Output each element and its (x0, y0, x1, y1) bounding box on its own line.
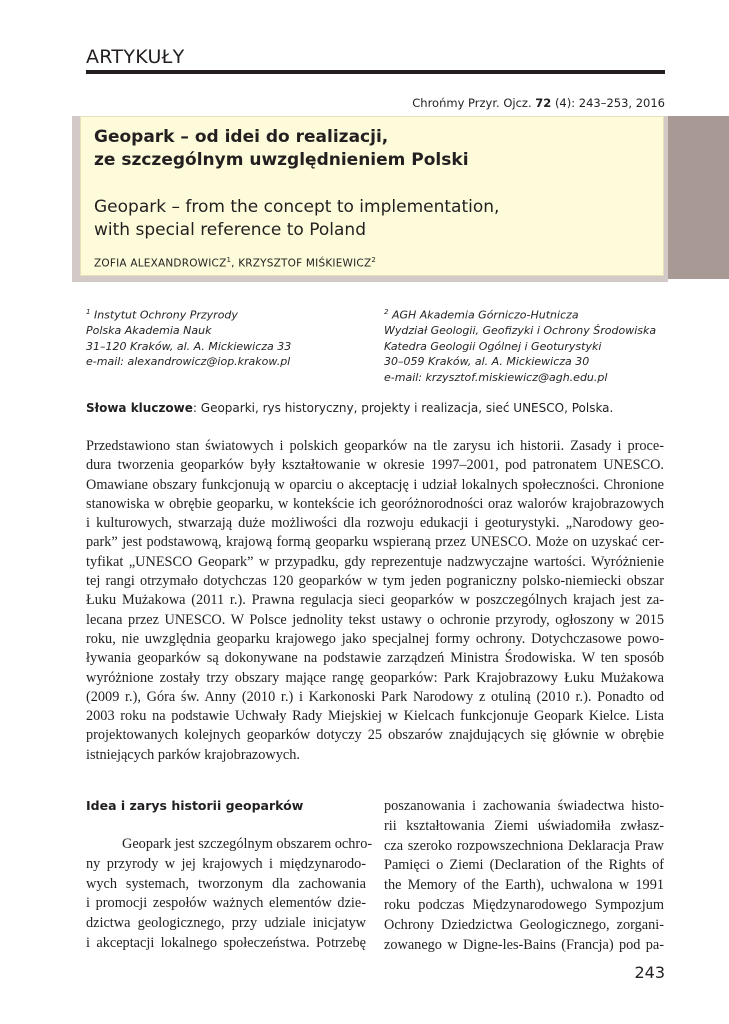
section-rule (86, 70, 665, 74)
affiliation-2 (384, 305, 656, 385)
abstract-line: Omawiane obszary funkcjonują w oparciu o akceptację i udział lokalnych społeczności. Chronione (86, 476, 664, 493)
title-polish (94, 126, 469, 172)
affiliation-2-sup: 2 (384, 308, 389, 316)
body-line: roku podczas Międzynarodowego Sympozjum (384, 896, 664, 913)
abstract-line: 2003 roku na podstawie Uchwały Rady Miejskiej w Kielcach funkcjonuje Geopark Kielce. Lista (86, 708, 664, 725)
journal-citation (412, 96, 665, 110)
affiliation-1-line: Instytut Ochrony Przyrody (93, 308, 238, 322)
section-heading: Idea i zarys historii geoparków (86, 798, 304, 813)
body-line: Ochrony Dziedzictwa Geologicznego, zorgani- (384, 916, 664, 933)
side-decoration-bar (668, 116, 729, 279)
author-2: KRZYSZTOF MIŚKIEWICZ (238, 257, 372, 270)
body-line: rii kształtowania Ziemi uświadomiła zwłasz- (384, 817, 664, 834)
abstract-line: ływania geoparków są dokonywane na podstawie zarządzeń Ministra Środowiska. W ten sposób (86, 650, 664, 667)
affiliation-2-line: 30–059 Kraków, al. A. Mickiewicza 30 (384, 355, 590, 369)
abstract-line: stanowiska w obrębie geoparku, w kontekście ich georóżnorodności oraz walorów krajobrazowych (86, 495, 664, 512)
keywords-text: : Geoparki, rys historyczny, projekty i realizacja, sieć UNESCO, Polska. (192, 401, 614, 415)
abstract-line: lecana przez UNESCO. W Polsce jednolity tekst ustawy o ochronie przyrody, ogłoszony w 2015 (86, 611, 664, 628)
section-label: ARTYKUŁY (86, 46, 185, 68)
citation-suffix: (4): 243–253, 2016 (554, 96, 665, 110)
affiliation-2-email[interactable]: e-mail: krzysztof.miskiewicz@agh.edu.pl (384, 370, 608, 384)
author-2-sup: 2 (371, 256, 377, 264)
title-polish-line2: ze szczególnym uwzględnieniem Polski (94, 150, 469, 170)
abstract-line: Łuku Mużakowa (2011 r.). Prawna regulacja sieci geoparków w poszczególnych krajach jest za- (86, 592, 664, 609)
body-line: i akceptacji lokalnego społeczeństwa. Potrzebę (86, 934, 366, 951)
body-line: cza szeroko rozpowszechniona Deklaracja Praw (384, 837, 664, 854)
body-line: the Memory of the Earth), uchwalona w 1991 (384, 877, 664, 894)
citation-prefix: Chrońmy Przyr. Ojcz. (412, 96, 532, 110)
affiliation-2-line: AGH Akademia Górniczo-Hutnicza (391, 308, 579, 322)
affiliation-1-email[interactable]: e-mail: alexandrowicz@iop.krakow.pl (86, 355, 291, 369)
authors: ZOFIA ALEXANDROWICZ$^1$, KRZYSZTOF MIŚKIEWICZ$^2$ (94, 256, 377, 270)
abstract-line: tej rangi otrzymało dotychczas 120 geoparków w tym jeden pograniczny polsko-niemiecki obszar (86, 573, 664, 590)
affiliation-2-line: Wydział Geologii, Geofizyki i Ochrony Środowiska (384, 324, 657, 338)
keywords (86, 401, 613, 415)
abstract-line: projektowanych kolejnych geoparków dotyczy 25 obszarów znajdujących się głównie w obrębie (86, 727, 664, 744)
affiliation-2-line: Katedra Geologii Ogólnej i Geoturystyki (384, 339, 602, 353)
title-english-line2: with special reference to Poland (94, 220, 366, 240)
page-number: 243 (634, 963, 665, 982)
abstract-line: wyróżnione zostały trzy obszary mające rangę geoparków: Park Krajobrazowy Łuku Mużakowa (86, 669, 664, 686)
body-column-left (86, 835, 373, 954)
body-line: zowanego w Digne-les-Bains (Francja) pod pa- (384, 936, 664, 953)
abstract-line: istniejących parków krajobrazowych. (86, 746, 300, 763)
affiliation-1-sup: 1 (86, 308, 91, 316)
title-polish-line1: Geopark – od idei do realizacji, (94, 127, 389, 147)
abstract-line: tyfikat „UNESCO Geopark” w przypadku, gdy reprezentuje nadzwyczajne wartości. Wyróżnienie (86, 553, 664, 570)
citation-volume: 72 (535, 96, 552, 110)
abstract-line: i kulturowych, stwarzają duże możliwości dla rozwoju edukacji i geoturystyki. „Narodowy geo- (86, 515, 664, 532)
affiliation-1-line: 31–120 Kraków, al. A. Mickiewicza 33 (86, 339, 292, 353)
author-1-sup: 1 (226, 256, 232, 264)
body-line: Geopark jest szczególnym obszarem ochro- (122, 836, 373, 852)
body-line: i promocji zespołów ważnych elementów dzie- (86, 895, 366, 912)
abstract-line: dura tworzenia geoparków były kształtowanie w okresie 1997–2001, pod patronatem UNESCO. (86, 457, 664, 474)
body-line: ny przyrody w jej krajowych i międzynarodo- (86, 855, 366, 872)
title-english-line1: Geopark – from the concept to implementation, (94, 197, 500, 217)
body-line: dzictwa geologicznego, przy udziale inicjatyw (86, 915, 366, 932)
keywords-label: Słowa kluczowe (86, 401, 193, 415)
body-column-right (384, 797, 664, 955)
abstract (86, 437, 664, 765)
title-english (94, 196, 499, 242)
affiliation-1 (86, 305, 291, 370)
body-line: poszanowania i zachowania świadectwa histo- (384, 798, 664, 814)
affiliation-1-line: Polska Akademia Nauk (86, 324, 212, 338)
abstract-line: roku, nie uwzględnia geoparku krajowego jako specjalnej formy ochrony. Dotychczasowe powo- (86, 630, 664, 647)
abstract-line: park” jest podstawową, krajową formą geoparku wspieraną przez UNESCO. Może on uzyskać cer- (86, 534, 664, 551)
body-line: wych systemach, tworzonym dla zachowania (86, 875, 366, 892)
author-1: ZOFIA ALEXANDROWICZ (94, 257, 227, 270)
abstract-line: (2009 r.), Góra św. Anny (2010 r.) i Karkonoski Park Narodowy z otuliną (2010 r.). Ponadto od (86, 688, 664, 705)
body-line: Pamięci o Ziemi (Declaration of the Rights of (384, 857, 664, 874)
abstract-line: Przedstawiono stan światowych i polskich geoparków na tle zarysu ich historii. Zasady i proce- (86, 438, 664, 454)
